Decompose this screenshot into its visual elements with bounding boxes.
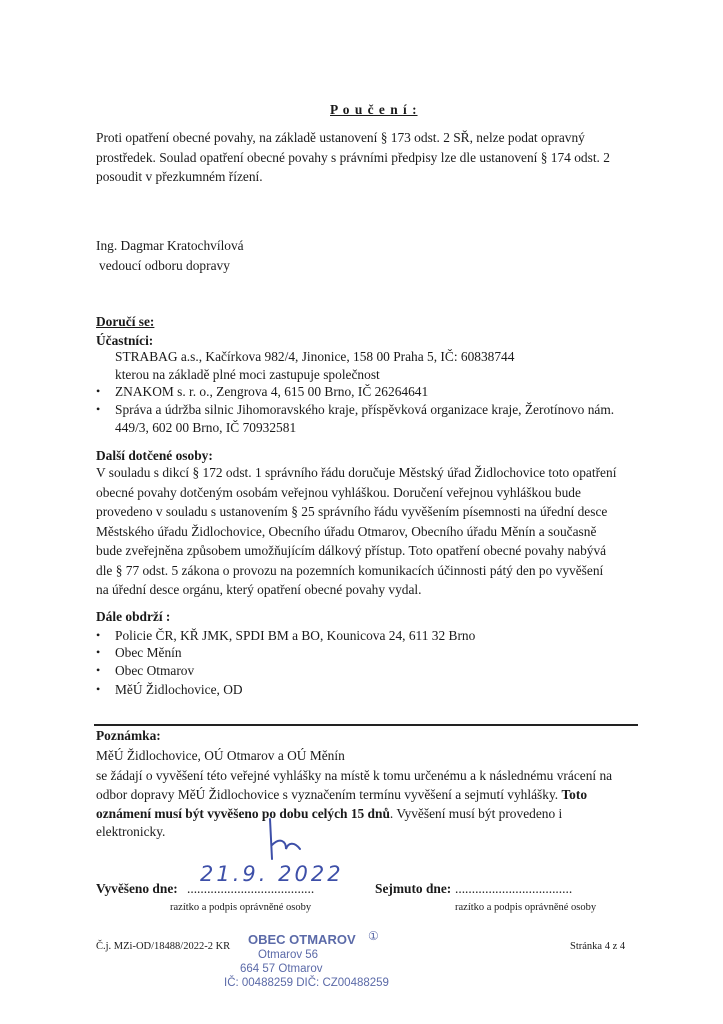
dale-heading: Dále obdrží : — [96, 609, 171, 624]
stamp-address-2: 664 57 Otmarov — [240, 963, 323, 975]
dale-item: Obec Otmarov — [115, 663, 195, 678]
dale-item: Obec Měnín — [115, 645, 182, 660]
dalsi-line: dle § 77 odst. 5 zákona o provozu na pozemních komunikacích účinnosti pátý den po vyvěšení — [96, 562, 604, 578]
bullet-icon: • — [96, 663, 101, 677]
sejmuto-label: Sejmuto dne: — [375, 881, 452, 896]
sejmuto-caption: razítko a podpis oprávněné osoby — [455, 902, 597, 913]
dalsi-line: Městského úřadu Židlochovice, Obecního úřadu Otmarov, Obecního úřadu Měnín a současně — [96, 523, 597, 539]
dalsi-line: V souladu s dikcí § 172 odst. 1 správního řádu doručuje Městský úřad Židlochovice toto opatření — [96, 465, 617, 480]
poznamka-line: elektronicky. — [96, 824, 166, 839]
dalsi-line: bude zveřejněna způsobem umožňujícím dálkový přístup. Toto opatření obecné povahy nabývá — [96, 543, 607, 558]
vyveseno-dots: ...................................... — [187, 881, 315, 896]
pouceni-line: prostředek. Soulad opatření obecné povahy s právními předpisy lze dle ustanovení § 174 odst. 2 — [96, 149, 610, 165]
dalsi-text — [96, 463, 644, 600]
dale-item: Policie ČR, KŘ JMK, SPDI BM a BO, Kounicova 24, 611 32 Brno — [115, 628, 476, 643]
recipient-strabag-note: kterou na základě plné moci zastupuje společnost — [115, 367, 380, 382]
poznamka-line3-text: odbor dopravy MěÚ Židlochovice s vyznačením termínu vyvěšení a sejmutí vyhlášky. — [96, 787, 559, 802]
poznamka-heading: Poznámka: — [96, 728, 161, 743]
dalsi-heading: Další dotčené osoby: — [96, 448, 213, 463]
stamp-address-1: Otmarov 56 — [258, 949, 319, 961]
stamp-ids: IČ: 00488259 DIČ: CZ00488259 — [224, 977, 389, 989]
poznamka-line4-rest: . Vyvěšení musí být provedeno i — [389, 806, 563, 821]
dale-item: MěÚ Židlochovice, OD — [115, 682, 243, 697]
pouceni-line: posoudit v přezkumném řízení. — [96, 169, 263, 184]
poznamka-line: se žádají o vyvěšení této veřejné vyhlášky na místě k tomu určenému a k následnému vrácení na — [96, 768, 613, 783]
divider — [94, 724, 638, 726]
pouceni-title: P o u č e n í : — [330, 102, 418, 117]
stamp-mark: ① — [368, 929, 379, 943]
bullet-icon: • — [96, 628, 101, 642]
dalsi-line: na úřední desce orgánu, který opatření obecné povahy vydal. — [96, 582, 422, 597]
reference-number: Č.j. MZi-OD/18488/2022-2 KR — [96, 941, 231, 952]
recipient-znakom: ZNAKOM s. r. o., Zengrova 4, 615 00 Brno, IČ 26264641 — [115, 384, 429, 399]
poznamka-line — [96, 785, 587, 805]
bullet-icon: • — [96, 645, 101, 659]
vyveseno-label: Vyvěšeno dne: — [96, 881, 178, 896]
bullet-icon: • — [96, 402, 101, 416]
poznamka-line4-bold: oznámení musí být vyvěšeno po dobu celých 15 dnů — [96, 806, 390, 821]
pouceni-text — [96, 128, 652, 187]
poznamka-line: MěÚ Židlochovice, OÚ Otmarov a OÚ Měnín — [96, 748, 345, 763]
recipient-strabag: STRABAG a.s., Kačírkova 982/4, Jinonice, 158 00 Praha 5, IČ: 60838744 — [115, 349, 515, 364]
poznamka-line3-bold: Toto — [561, 787, 588, 802]
dalsi-line: provedeno v souladu s ustanovením § 25 správního řádu vyvěšením písemnosti na úřední desce — [96, 504, 608, 519]
signatory-role: vedoucí odboru dopravy — [99, 258, 230, 273]
bullet-icon: • — [96, 682, 101, 696]
vyveseno-caption: razítko a podpis oprávněné osoby — [170, 902, 312, 913]
signatory-name: Ing. Dagmar Kratochvílová — [96, 238, 244, 253]
recipient-suscjmk-address: 449/3, 602 00 Brno, IČ 70932581 — [115, 420, 297, 435]
bullet-icon: • — [96, 384, 101, 398]
ucastnici-heading: Účastníci: — [96, 333, 154, 348]
doruci-heading: Doručí se: — [96, 314, 155, 329]
poznamka-line — [96, 804, 562, 824]
page-number: Stránka 4 z 4 — [570, 941, 626, 952]
vyveseno-date-handwritten: 21.9. 2022 — [200, 862, 344, 886]
stamp-name: OBEC OTMAROV — [248, 932, 356, 947]
pouceni-line: Proti opatření obecné povahy, na základě ustanovení § 173 odst. 2 SŘ, nelze podat opravný — [96, 130, 585, 145]
recipient-suscjmk: Správa a údržba silnic Jihomoravského kraje, příspěvková organizace kraje, Žerotínovo nám. — [115, 402, 615, 417]
sejmuto-dots: ................................... — [455, 881, 573, 896]
dalsi-line: obecné povahy dotčeným osobám veřejnou vyhláškou. Doručení veřejnou vyhláškou bude — [96, 484, 581, 500]
